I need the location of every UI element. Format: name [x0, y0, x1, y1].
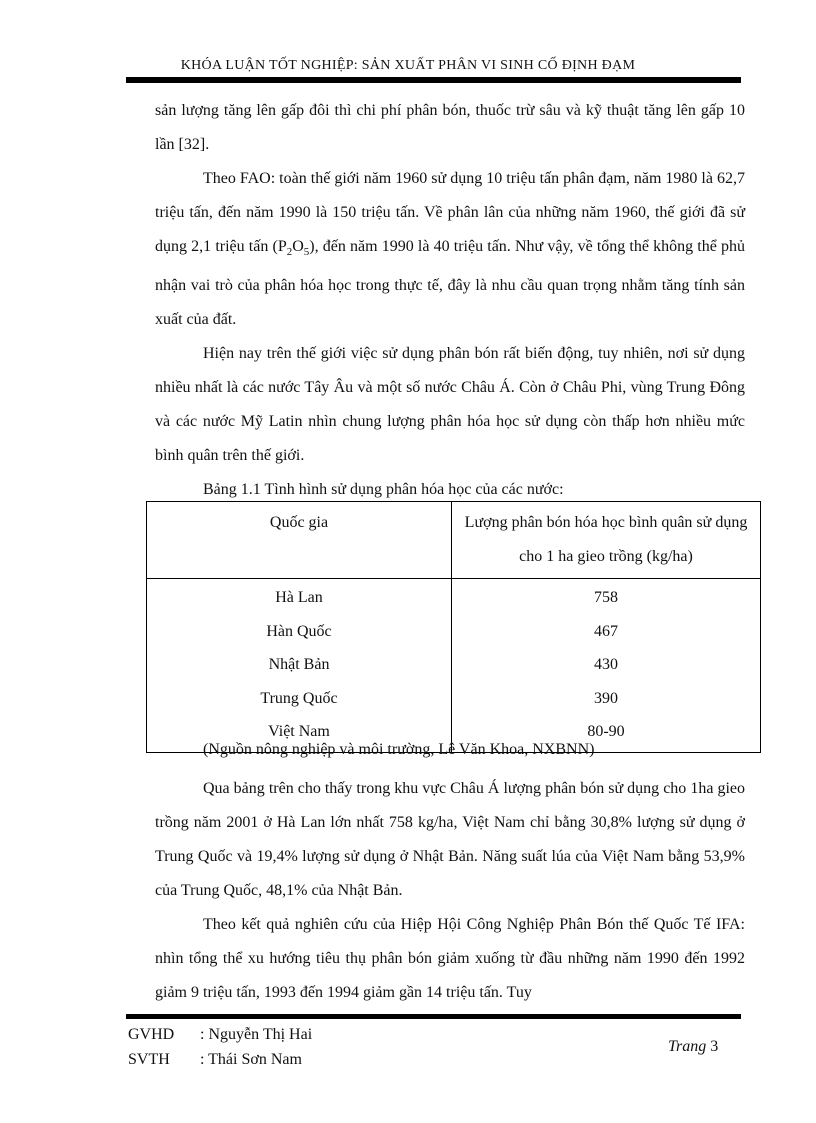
running-header: KHÓA LUẬN TỐT NGHIỆP: SẢN XUẤT PHÂN VI SINH CỐ ĐỊNH ĐẠM	[180, 58, 636, 73]
page-number: Trang 3	[668, 1038, 719, 1055]
footer-rule	[126, 1014, 741, 1019]
country-column	[147, 579, 452, 753]
table-caption: Bảng 1.1 Tình hình sử dụng phân hóa học của các nước:	[203, 481, 564, 499]
fertilizer-table	[146, 501, 761, 753]
gvhd-value: : Nguyễn Thị Hai	[200, 1026, 313, 1043]
paragraph-4: Qua bảng trên cho thấy trong khu vực Châu Á lượng phân bón sử dụng cho 1ha gieo trồng năm 2001 ở Hà Lan lớn nhất 758 kg/ha, Việt Nam chỉ bằng 30,8% lượng sử dụng ở Trung Quốc và 19,4% lượng sử dụng ở Nhật Bản. Năng suất lúa của Việt Nam bằng 53,9% của Trung Quốc, 48,1% của Nhật Bản.	[155, 780, 745, 899]
table-row-value: 430	[594, 656, 618, 674]
table-row-value: 390	[594, 689, 618, 707]
table-row-value: 467	[594, 622, 618, 640]
paragraph-1: sản lượng tăng lên gấp đôi thì chi phí phân bón, thuốc trừ sâu và kỹ thuật tăng lên gấp 10 lần [32].	[155, 102, 745, 153]
paragraph-5: Theo kết quả nghiên cứu của Hiệp Hội Công Nghiệp Phân Bón thế Quốc Tế IFA: nhìn tổng thể xu hướng tiêu thụ phân bón giảm xuống từ đầu những năm 1990 đến 1992 giảm 9 triệu tấn, 1993 đến 1994 giảm gần 14 triệu tấn. Tuy	[155, 916, 745, 1001]
gvhd-label: GVHD	[128, 1026, 175, 1043]
paragraph-3: Hiện nay trên thế giới việc sử dụng phân bón rất biến động, tuy nhiên, nơi sử dụng nhiều nhất là các nước Tây Âu và một số nước Châu Á. Còn ở Châu Phi, vùng Trung Đông và các nước Mỹ Latin nhìn chung lượng phân hóa học sử dụng còn thấp hơn nhiều mức bình quân trên thế giới.	[155, 345, 745, 465]
paragraph-2: Theo FAO: toàn thế giới năm 1960 sử dụng 10 triệu tấn phân đạm, năm 1980 là 62,7 triệu tấn, đến năm 1990 là 150 triệu tấn. Về phân lân của những năm 1960, thế giới đã sử dụng 2,1 triệu tấn $(P_2O_5)$, đến năm 1990 là 40 triệu tấn. Như vậy, về tổng thể không thể phủ nhận vai trò của phân hóa học trong thực tế, đây là nhu cầu quan trọng nhằm tăng tính sản xuất của đất.	[155, 170, 745, 329]
body-text-bottom	[155, 772, 745, 1010]
table-row-value: 758	[594, 589, 618, 606]
table-source: (Nguồn nông nghiệp và môi trường, Lê Văn Khoa, NXBNN)	[203, 741, 595, 758]
svth-label: SVTH	[128, 1051, 170, 1068]
header-country: Quốc gia	[147, 502, 452, 579]
header-amount: Lượng phân bón hóa học bình quân sử dụng cho 1 ha gieo trồng (kg/ha)	[452, 502, 761, 579]
svth-value: : Thái Sơn Nam	[200, 1051, 302, 1068]
table-row-country: Việt Nam	[268, 723, 330, 741]
table-body	[147, 579, 761, 753]
table-row-country: Hàn Quốc	[266, 622, 332, 640]
value-column	[452, 579, 761, 753]
header-rule	[126, 77, 741, 83]
table-row-value: 80-90	[587, 723, 625, 741]
table-row-country: Nhật Bản	[268, 656, 330, 674]
table-row-country: Hà Lan	[275, 589, 323, 606]
body-text-top	[155, 94, 745, 507]
table-row-country: Trung Quốc	[260, 689, 338, 707]
table-header-row	[147, 502, 761, 579]
footer-info	[128, 1022, 312, 1072]
